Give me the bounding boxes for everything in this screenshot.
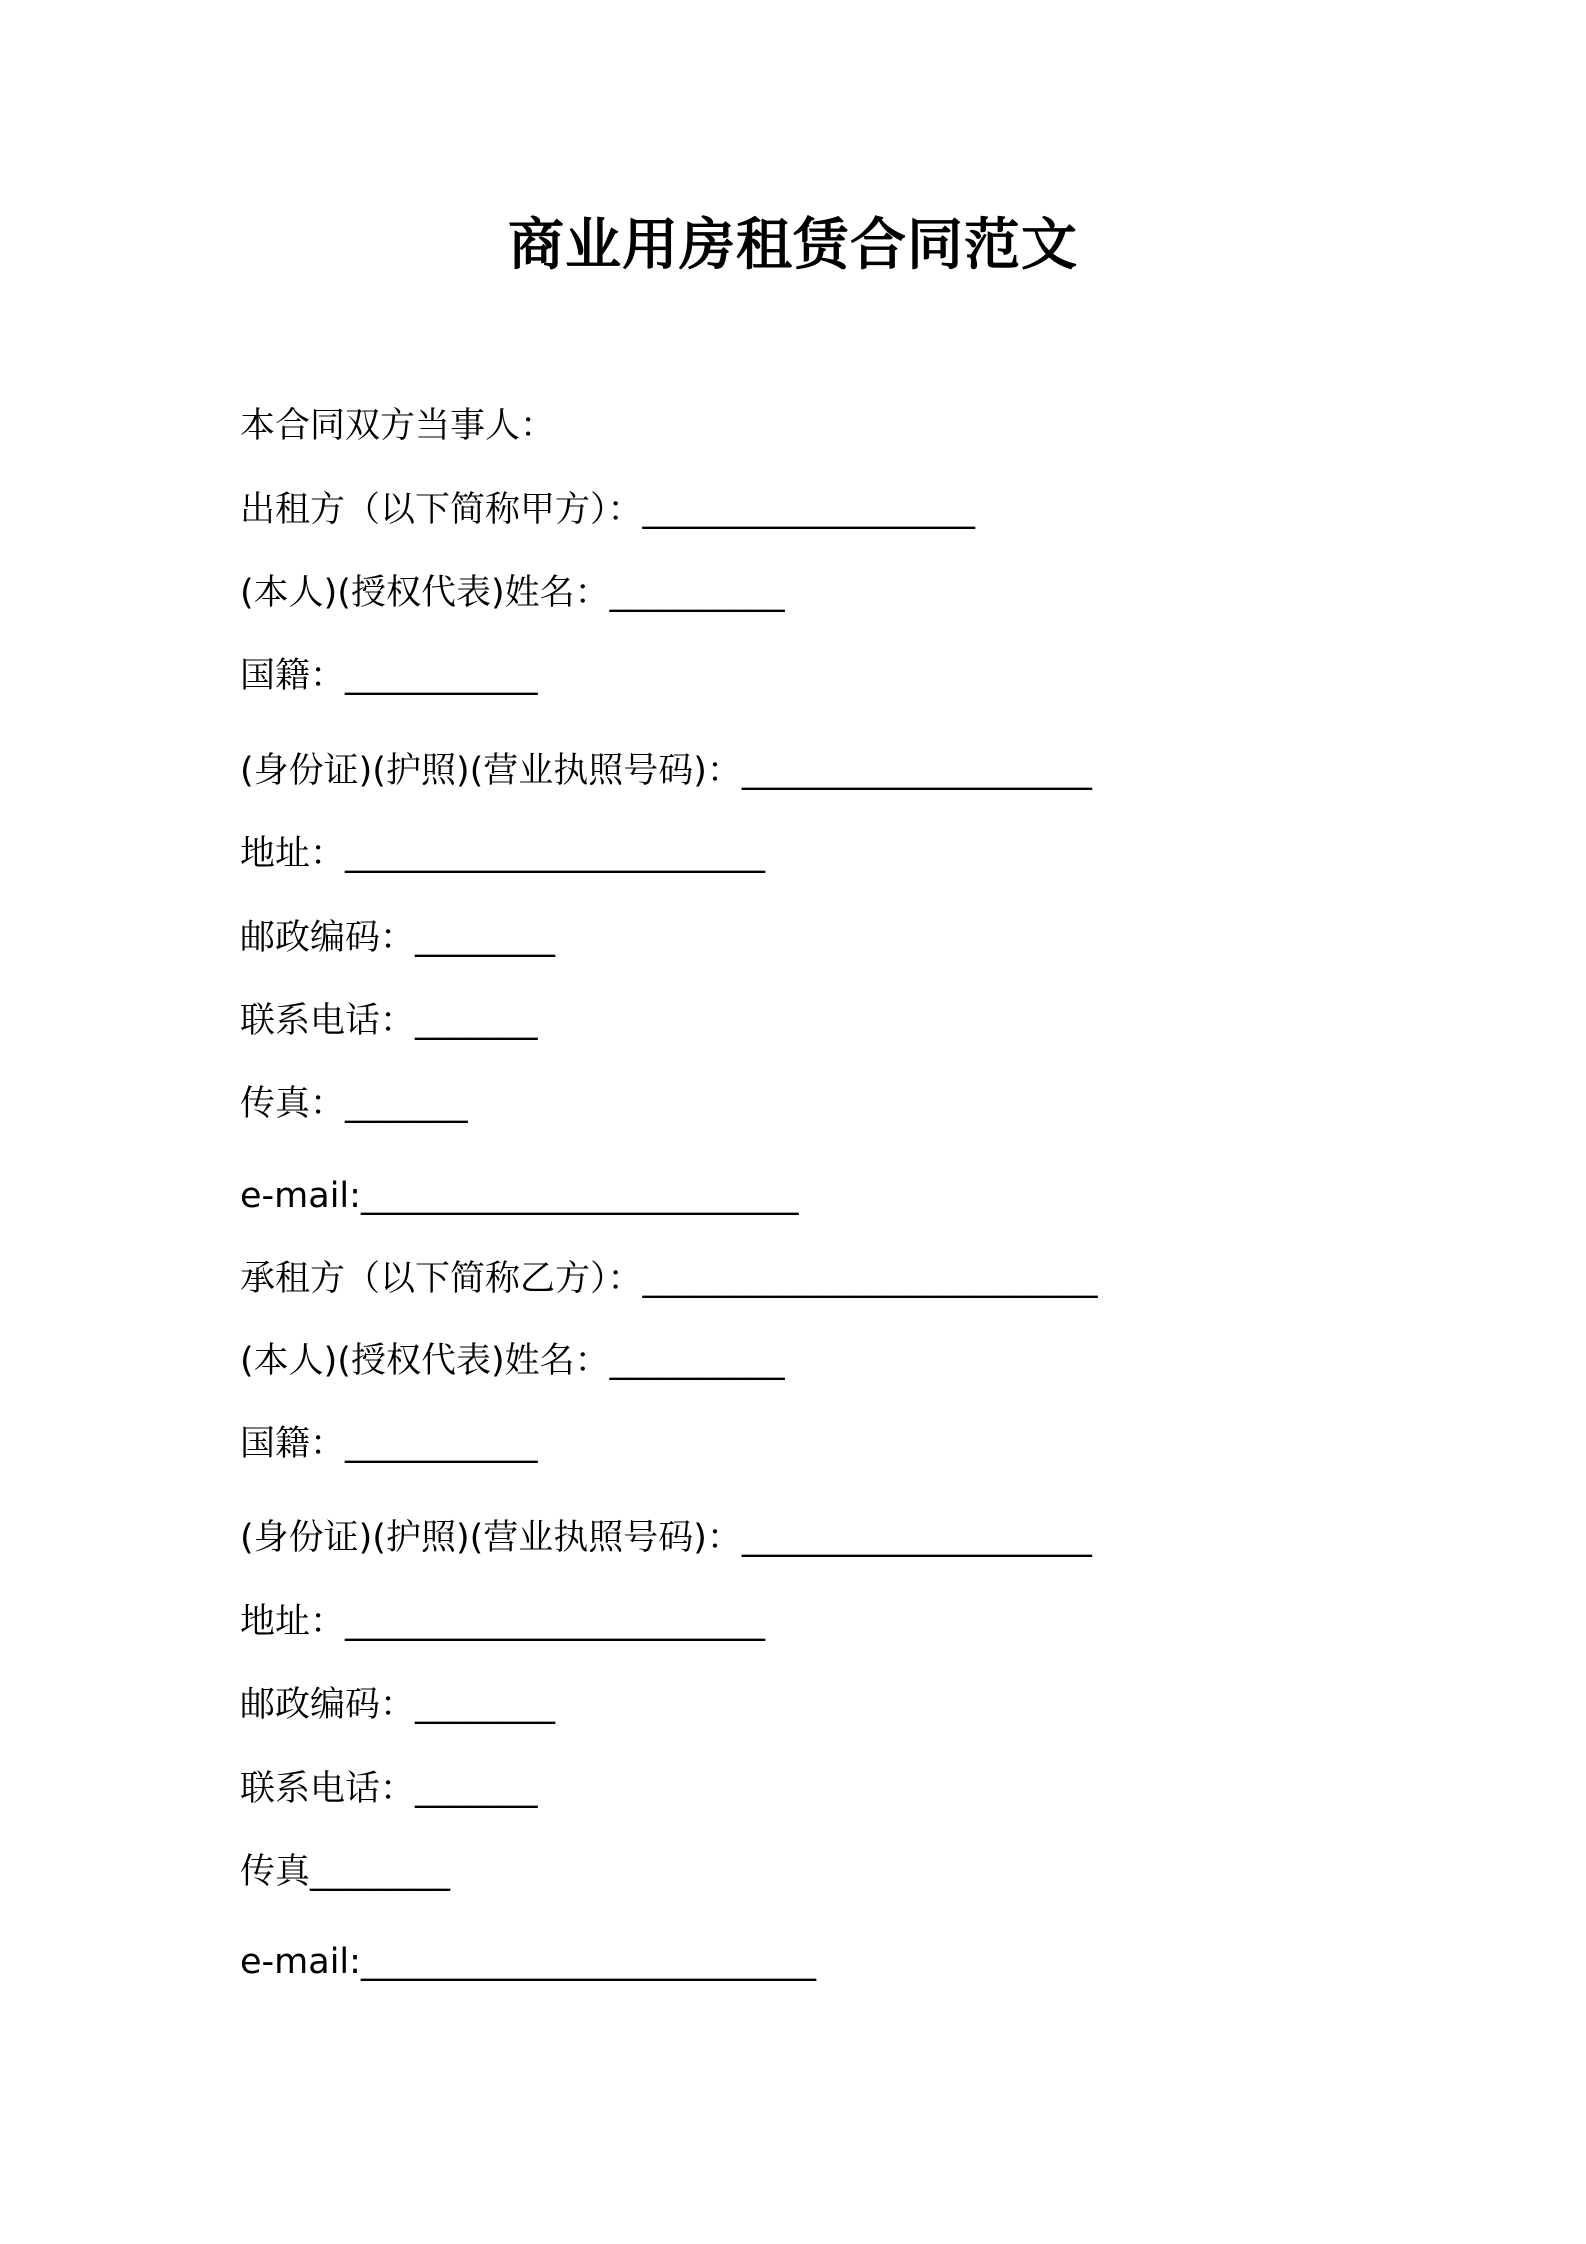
lessor-representative-name: (本人)(授权代表)姓名：__________ (240, 573, 785, 613)
lessee-phone: 联系电话：_______ (240, 1769, 538, 1809)
lessee-address: 地址：________________________ (240, 1602, 766, 1642)
parties-intro: 本合同双方当事人： (240, 406, 556, 446)
lessee-representative-name: (本人)(授权代表)姓名：__________ (240, 1341, 785, 1381)
lessor-id-number: (身份证)(护照)(营业执照号码)：____________________ (240, 751, 1092, 791)
lessee-fax: 传真________ (240, 1852, 451, 1892)
lessor-nationality: 国籍：___________ (240, 656, 538, 696)
lessee-line: 承租方（以下简称乙方）：__________________________ (240, 1259, 1098, 1299)
lessor-phone: 联系电话：_______ (240, 1001, 538, 1041)
lessor-postal-code: 邮政编码：________ (240, 918, 556, 958)
lessee-nationality: 国籍：___________ (240, 1424, 538, 1464)
lessor-address: 地址：________________________ (240, 834, 766, 874)
lessor-fax: 传真：_______ (240, 1084, 468, 1124)
lessor-line: 出租方（以下简称甲方）：___________________ (240, 490, 976, 530)
lessor-email: e-mail:_________________________ (240, 1176, 799, 1216)
page-title: 商业用房租赁合同范文 (508, 213, 1078, 278)
lessee-id-number: (身份证)(护照)(营业执照号码)：____________________ (240, 1518, 1092, 1558)
lessee-postal-code: 邮政编码：________ (240, 1685, 556, 1725)
lessee-email: e-mail:__________________________ (240, 1942, 816, 1982)
